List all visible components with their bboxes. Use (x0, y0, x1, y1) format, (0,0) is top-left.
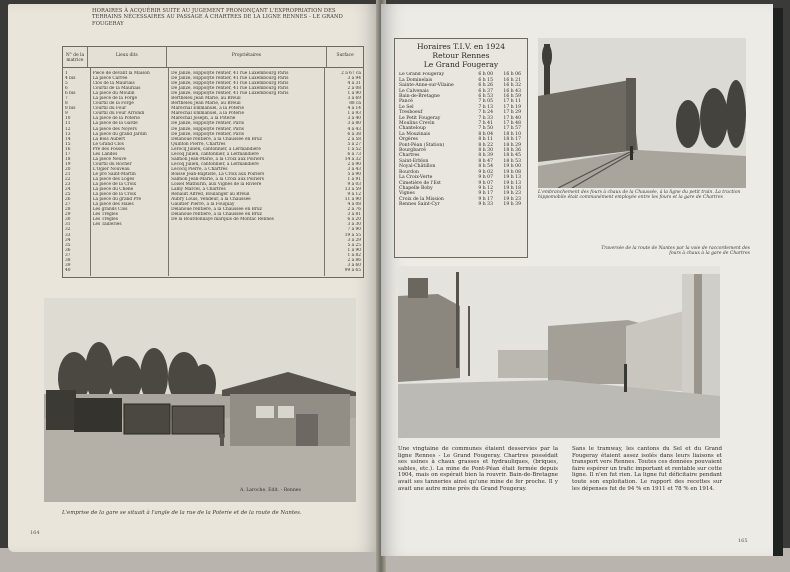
road-crossing-photo (398, 266, 720, 438)
table-cell-surface: 9 a 03 (347, 182, 361, 188)
table-cell-surface: 88 ca (349, 101, 361, 107)
timetable-time-morning: 7 h 05 (478, 99, 493, 105)
table-cell-lieu-dit (93, 268, 167, 273)
table-cell-lieu-dit: Les Tréglés (92, 217, 118, 223)
table-cell-surface: 5 a 90 (347, 171, 361, 177)
timetable-time-morning: 6 h 15 (478, 77, 493, 83)
table-cell-surface: 2 a 86 (347, 257, 361, 263)
table-cell-lieu-dit: La pièce de la Poterie (92, 116, 140, 122)
column-matrice (63, 68, 91, 276)
table-cell-lieu-dit: Les Tailleries (92, 222, 122, 228)
timetable-time-morning: 8 h 30 (478, 148, 493, 154)
table-cell-lieu-dit: La pièce du Chêne (92, 187, 134, 193)
table-cell-proprietaire: De la Bourdonnaye marquis de Montac Rennes (171, 217, 274, 223)
table-cell-surface: 3 a 81 (347, 212, 361, 218)
lime-kiln-caption: L'embranchement des fours à chaux de la Chaussée, à la ligne du petit train. La traction hippomobile était communément employée entre les fours et la gare de Chartres (538, 190, 741, 201)
table-cell-surface: 19 a 55 (344, 232, 361, 238)
timetable-time-evening: 16 h 21 (503, 77, 521, 83)
book-cover-edge (773, 8, 783, 556)
table-cell-proprietaire: Bertheleu Jean Marie, au Breuil (171, 101, 241, 107)
table-cell-proprietaire: Lecoq Julien, cantonnier, à Lermandière (171, 151, 259, 157)
table-cell-lieu-dit: La pièce de la Forge (92, 96, 138, 102)
timetable-time-evening: 17 h 40 (503, 115, 521, 121)
table-cell-matrice: 36 (65, 247, 71, 253)
table-cell-matrice: 6 bis (65, 91, 76, 97)
table-cell-proprietaire: Lecoq Julien, cantonnier, à Lermandière (171, 161, 259, 167)
table-cell-proprietaire: De Janzé, Hippolyte rentier, 41 rue Luxembourg Paris (171, 81, 289, 87)
table-cell-matrice: 7 (65, 96, 68, 102)
station-photo (44, 298, 356, 502)
table-cell-matrice: 24 (65, 187, 71, 193)
table-cell-proprietaire: Delanoue rentière, à la Chaussée en Bruz (171, 207, 262, 213)
timetable-stop: Le Grand Fougeray (399, 72, 445, 78)
table-cell-matrice: 11 (65, 121, 71, 127)
table-cell-lieu-dit: Les Landes (92, 151, 118, 157)
station-photo-caption: L'emprise de la gare se situait à l'angle de la rue de la Poterie et de la route de Nantes. (62, 510, 302, 516)
table-body (63, 68, 363, 276)
table-cell-matrice: 1 (65, 71, 68, 76)
timetable-time-morning: 8 h 04 (478, 131, 493, 137)
timetable-time-evening: 18 h 36 (503, 148, 521, 154)
timetable-stop: La Croix-Verte (399, 175, 433, 181)
table-header-row (63, 47, 363, 68)
timetable-time-evening: 18 h 45 (503, 153, 521, 159)
table-cell-lieu-dit: La pièce du Moulin (92, 91, 135, 97)
timetable-stop: Le Petit Fougeray (399, 115, 441, 121)
timetable-time-evening: 19 h 18 (503, 185, 521, 191)
timetable-stop: Bourgbarré (399, 148, 427, 154)
table-cell-surface: 1 a 82 (347, 252, 361, 258)
timetable-time-evening: 17 h 19 (503, 104, 521, 110)
timetable-time-morning: 9 h 07 (478, 180, 493, 186)
timetable-time-morning: 7 h 50 (478, 126, 493, 132)
table-cell-proprietaire: De Janzé, Hippolyte rentier, 41 rue Luxembourg Paris (171, 86, 289, 92)
timetable-stop: Moulins Crevin (399, 121, 435, 127)
table-cell-lieu-dit: La pièce Carrée (92, 76, 128, 82)
timetable-time-morning: 6 h 53 (478, 94, 493, 100)
timetable-stop: Bourdon (399, 169, 419, 175)
table-cell-surface: 4 a 14 (347, 106, 361, 112)
table-cell-lieu-dit: La pièce des Noyers (92, 126, 137, 132)
table-cell-matrice: 23 (65, 182, 71, 188)
table-cell-lieu-dit: Clos de la Mauriais (92, 81, 135, 87)
table-cell-surface: 3 a 94 (347, 76, 361, 82)
table-cell-proprietaire: De Janzé, Hippolyte rentier, Paris (171, 121, 244, 127)
table-cell-proprietaire: Salmon Jean-Marie, à la Croix aux Poiriers (171, 176, 264, 182)
station-photo-image (44, 298, 356, 502)
timetable-stop: Bain-de-Bretagne (399, 94, 440, 100)
table-cell-surface: 2 a 08 (347, 86, 361, 92)
timetable-morning-times (465, 72, 493, 207)
timetable-time-morning: 7 h 41 (478, 121, 493, 127)
timetable-time-morning: 8 h 22 (478, 142, 493, 148)
body-text-column-1: Une vingtaine de communes étaient desservies par la ligne Rennes - Le Grand Fougeray. Chartres possédait ses usines à chaux grasses et hydrauliques, (briques, sables, etc.). La mine de Pont-Péan était fermée depuis 1904, mais on espérait bien la rouvrir. Bain-de-Bretagne avait ses tanneries ainsi qu'une mine de fer proche. Il y avait une autre mine près du Grand Fougeray. (398, 446, 558, 492)
table-cell-matrice: 16 (65, 146, 71, 152)
timetable-time-evening: 16 h 59 (503, 94, 521, 100)
timetable-time-morning: 8 h 54 (478, 164, 493, 170)
road-crossing-caption: Traversée de la route de Nantes par la voie de raccordement des fours à chaux à la gare de Chartres (601, 246, 750, 257)
timetable-stop: Croix de la Mission (399, 196, 444, 202)
table-cell-surface: 5 a 25 (347, 242, 361, 248)
table-cell-proprietaire: De Janzé, Hippolyte rentier, Paris (171, 126, 244, 132)
timetable-time-evening: 19 h 23 (503, 196, 521, 202)
timetable-time-morning: 9 h 02 (478, 169, 493, 175)
table-cell-matrice: 21 (65, 171, 71, 177)
timetable-time-evening: 19 h 39 (503, 202, 521, 208)
table-cell-surface: 3 a 69 (347, 96, 361, 102)
timetable-time-evening: 16 h 06 (503, 72, 521, 78)
header-lieux-dits: Lieux dits (88, 47, 167, 67)
table-cell-proprietaire: Maréchal Emmanuel, à la Poterie (171, 106, 245, 112)
table-cell-matrice: 13 (65, 131, 71, 137)
timetable-stop: Pancé (399, 99, 413, 105)
table-heading: HORAIRES À ACQUÉRIR SUITE AU JUGEMENT PRONONÇANT L'EXPROPRIATION DES TERRAINS NÉCESSAIRES AU PASSAGE À CHARTRES DE LA LIGNE RENNES - LE GRAND FOUGERAY (92, 8, 343, 27)
table-cell-lieu-dit: Le pré Saint-Martin (92, 171, 136, 177)
table-cell-surface: 4 a 08 (347, 202, 361, 208)
timetable-stop: La Dominelais (399, 77, 433, 83)
table-cell-matrice: 8 bis (65, 106, 76, 112)
timetable-time-morning: 9 h 33 (478, 202, 493, 208)
timetable-time-morning: 9 h 07 (478, 175, 493, 181)
header-surface: Surface (336, 53, 354, 58)
table-cell-surface: 6 a 20 (347, 217, 361, 223)
timetable-time-evening: 17 h 29 (503, 110, 521, 116)
table-cell-matrice: 26 (65, 197, 71, 203)
table-cell-surface: 6 a 73 (347, 151, 361, 157)
table-cell-matrice: 33 (65, 232, 71, 238)
timetable-time-morning: 7 h 24 (478, 110, 493, 116)
table-cell-lieu-dit: La pièce de la Croix (92, 192, 137, 198)
column-proprietaires (169, 68, 325, 276)
table-cell-matrice: 8 (65, 101, 68, 107)
timetable-time-evening: 17 h 11 (503, 99, 521, 105)
timetable-time-morning: 7 h 33 (478, 115, 493, 121)
timetable-time-evening: 18 h 10 (503, 131, 521, 137)
table-cell-proprietaire: De Janzé, Hippolyte rentier, 41 rue Luxembourg Paris (171, 71, 289, 76)
page-number-right: 165 (738, 538, 748, 544)
table-cell-matrice: 38 (65, 257, 71, 263)
table-cell-matrice: 9 (65, 111, 68, 117)
timetable-stop: Vignes (399, 191, 415, 197)
table-cell-surface: 5 a 27 (347, 141, 361, 147)
table-cell-surface: 7 a 90 (347, 227, 361, 233)
table-cell-matrice: 22 (65, 176, 71, 182)
table-cell-proprietaire: Boisse Jean-Baptiste, La Croix aux Poiriers (171, 171, 265, 177)
timetable-stop: Tresboeuf (399, 110, 423, 116)
table-cell-surface: 4 a 31 (347, 81, 361, 87)
table-cell-proprietaire: Gaultier Pierre, à la Fouquay (171, 202, 235, 208)
timetable-title-line: Retour Rennes (432, 50, 490, 60)
table-cell-matrice: 29 (65, 212, 71, 218)
table-cell-matrice: 18 (65, 156, 71, 162)
timetable-stop: Sainte-Anne-sur-Vilaine (399, 83, 454, 89)
table-cell-lieu-dit: Courtil du Four (92, 106, 127, 112)
table-cell-surface: 1 a 90 (347, 91, 361, 97)
timetable-stop: Le Sel (399, 104, 414, 110)
table-cell-proprietaire: Lerocq Julien, cantonnier, à Lermandière (171, 146, 261, 152)
timetable-time-morning: 8 h 11 (478, 137, 493, 143)
table-cell-proprietaire: Bertheleu Jean Marie, au Breuil (171, 96, 241, 102)
table-cell-matrice: 6 (65, 86, 68, 92)
timetable-stop: Saint-Erblon (399, 158, 429, 164)
timetable-time-morning: 9 h 12 (478, 185, 493, 191)
table-cell-proprietaire (171, 268, 322, 273)
table-cell-lieu-dit: La pièce du grand Pré (92, 197, 142, 203)
table-cell-proprietaire: Loisel Mathurin, aux Vignes de la Rivière (171, 182, 262, 188)
table-cell-matrice: 17 (65, 151, 71, 157)
table-cell-matrice: 4 bis (65, 76, 76, 82)
photo-credit: A. Laroche, Edit. - Rennes (240, 488, 301, 493)
timetable-time-evening: 19 h 13 (503, 180, 521, 186)
table-cell-surface: 1 a 93 (347, 111, 361, 117)
timetable-stops (399, 72, 465, 207)
table-cell-matrice: 14 (65, 136, 71, 142)
timetable-time-morning: 6 h 00 (478, 72, 493, 78)
table-cell-matrice: 31 (65, 222, 71, 228)
table-cell-surface: 3 a 29 (347, 237, 361, 243)
timetable-time-evening: 18 h 29 (503, 142, 521, 148)
timetable-time-morning: 9 h 17 (478, 196, 493, 202)
timetable-time-evening: 19 h 00 (503, 164, 521, 170)
table-cell-matrice: 35 (65, 242, 71, 248)
column-surface (325, 68, 363, 276)
table-cell-matrice: 34 (65, 237, 71, 243)
table-cell-surface: 11 a 90 (344, 197, 361, 203)
lime-kiln-photo-image (538, 38, 746, 188)
table-cell-matrice: 10 (65, 116, 71, 122)
timetable-stop: Pont-Péan (Station) (399, 142, 445, 148)
timetable-time-evening: 19 h 13 (503, 175, 521, 181)
table-cell-surface: 3 a 80 (347, 121, 361, 127)
table-cell-lieu-dit: La pièce de la Croix (92, 182, 137, 188)
timetable-stop: Chanteloup (399, 126, 426, 132)
timetable-stop: La Mouzinais (399, 131, 431, 137)
table-cell-lieu-dit: Courtil du Rocher (92, 161, 132, 167)
table-cell-surface: 14 a 32 (344, 156, 361, 162)
table-cell-surface: 9 a 12 (347, 192, 361, 198)
table-cell-surface: 2 a 90 (347, 161, 361, 167)
table-cell-matrice: 28 (65, 207, 71, 213)
table-cell-lieu-dit: La pièce des Loges (92, 176, 135, 182)
table-cell-lieu-dit: La Bois Aubert (92, 136, 126, 142)
body-text-column-2: Sans le tramway, les cantons du Sel et du Grand Fougeray étaient assez isolés dans leurs liaisons et transport vers Rennes. Toutes ces données pouvaient faire espérer un trafic important et rentable sur cette ligne. Il n'en fut rien. La ligne fut déficitaire pendant toute son exploitation. Le rapport des recettes sur les dépenses fut de 94 % en 1911 et 78 % en 1914. (572, 446, 722, 492)
timetable-time-morning: 8 h 47 (478, 158, 493, 164)
table-cell-matrice: 40 (65, 267, 71, 273)
timetable-body (395, 72, 527, 207)
table-cell-proprietaire: De Janzé, Hippolyte rentier, 41 rue Luxembourg Paris (171, 76, 289, 82)
timetable-stop: Chartres (399, 153, 420, 159)
lime-kiln-photo (538, 38, 746, 188)
column-lieux-dits (91, 68, 170, 276)
table-cell-matrice: 27 (65, 202, 71, 208)
table-cell-lieu-dit: Courtil de la Mauriais (92, 86, 141, 92)
page-number-left: 164 (30, 530, 40, 536)
table-cell-lieu-dit: La pièce des Haies (92, 202, 134, 208)
table-cell-proprietaire: Salmon Jean-Marie, à la Croix aux Poiriers (171, 156, 264, 162)
expropriation-table (62, 46, 364, 278)
timetable-evening-times (493, 72, 521, 207)
timetable-time-evening: 18 h 17 (503, 137, 521, 143)
table-cell-matrice: 12 (65, 126, 71, 132)
timetable-time-evening: 18 h 53 (503, 158, 521, 164)
table-cell-lieu-dit: Pièce de devant la Maison (92, 71, 150, 76)
table-cell-lieu-dit: Courtil du Four Arrondi (92, 111, 145, 117)
timetable-title-line: Horaires T.I.V. en 1924 (416, 42, 506, 51)
table-cell-matrice: 25 (65, 192, 71, 198)
table-cell-proprietaire: Lamy Marcel, à Chartres (171, 187, 226, 193)
timetable-time-evening: 16 h 32 (503, 83, 521, 89)
table-cell-proprietaire: Delanoue rentière, à la Chaussée en Bruz (171, 136, 262, 142)
table-cell-surface: 4 a 43 (347, 126, 361, 132)
table-cell-surface: 3 a 30 (347, 222, 361, 228)
table-cell-surface: 1 a 90 (347, 247, 361, 253)
timetable-time-evening: 19 h 23 (503, 191, 521, 197)
road-crossing-photo-image (398, 266, 720, 438)
table-cell-lieu-dit: Courtil de la Forge (92, 101, 134, 107)
table-cell-surface: 3 a 40 (347, 116, 361, 122)
table-cell-proprietaire: Maréchal Joseph, à la Poterie (171, 116, 236, 122)
table-cell-matrice: 39 (65, 262, 71, 268)
table-cell-proprietaire: Renault Alfred, Boulanger au Breuil (171, 192, 250, 198)
table-cell-matrice: 37 (65, 252, 71, 258)
table-cell-proprietaire: Lecocq Pierre, à Chartres (171, 166, 228, 172)
timetable-time-morning: 8 h 39 (478, 153, 493, 159)
header-matrice: N° de la matrice (63, 47, 88, 67)
timetable-stop: Orgères (399, 137, 418, 143)
table-cell-proprietaire: De Janzé, Hippolyte rentier, Paris (171, 131, 244, 137)
table-cell-surface: 1 a 52 (347, 146, 361, 152)
table-cell-lieu-dit: Le Grand Clos (92, 141, 124, 147)
table-cell-proprietaire: Quinton Pierre, Chartres (171, 141, 226, 147)
table-cell-surface: 1 a 91 (347, 176, 361, 182)
table-cell-lieu-dit: La pièce du grand Jardin (92, 131, 147, 137)
table-cell-matrice: 20 (65, 166, 71, 172)
timetable-stop: Chapelle Boby (399, 185, 433, 191)
table-cell-lieu-dit: La pièce de la Garde (92, 121, 138, 127)
table-cell-surface: 2 a 67 ca (341, 71, 361, 76)
timetable-time-morning: 9 h 17 (478, 191, 493, 197)
timetable-stop: Le Calvenais (399, 88, 429, 94)
table-cell-lieu-dit: Les Tréglés (92, 212, 118, 218)
table-cell-proprietaire: Delanoue rentière, à la Chaussée en Bruz (171, 212, 262, 218)
timetable-time-evening: 16 h 43 (503, 88, 521, 94)
timetable-time-evening: 17 h 48 (503, 121, 521, 127)
table-cell-surface: 99 a 65 (344, 267, 361, 273)
timetable-stop: Rennes Saint-Cyr (399, 202, 440, 208)
table-cell-proprietaire: Aubry Louis, Vendeur, à la Chaussée (171, 197, 251, 203)
table-cell-matrice: 15 (65, 141, 71, 147)
table-cell-lieu-dit: La pièce Neuve (92, 156, 127, 162)
table-cell-proprietaire: De Janzé, Hippolyte rentier, 41 rue Luxembourg Paris (171, 91, 289, 97)
timetable-time-evening: 17 h 57 (503, 126, 521, 132)
table-cell-lieu-dit: Pré des Fosses (92, 146, 125, 152)
timetable-time-morning: 6 h 37 (478, 88, 493, 94)
table-cell-surface: 2 a 76 (347, 207, 361, 213)
timetable-time-morning: 7 h 13 (478, 104, 493, 110)
timetable-stop: Noyal-Châtillon (399, 164, 436, 170)
timetable-box (394, 38, 528, 258)
table-cell-surface: 6 a 38 (347, 131, 361, 137)
timetable-title-line: Le Grand Fougeray (423, 59, 499, 69)
table-cell-lieu-dit: Les grands Clos (92, 207, 128, 213)
table-cell-surface: 3 a 43 (347, 166, 361, 172)
table-cell-matrice: 32 (65, 227, 71, 233)
table-cell-surface: 2 a 58 (347, 136, 361, 142)
table-cell-matrice: 19 (65, 161, 71, 167)
timetable-stop: Cimetière de l'Est (399, 180, 441, 186)
table-cell-matrice: 5 (65, 81, 68, 87)
table-cell-surface: 3 a 60 (347, 262, 361, 268)
timetable-time-morning: 6 h 26 (478, 83, 493, 89)
timetable-title (395, 43, 527, 69)
header-proprietaires: Propriétaires (167, 47, 327, 67)
table-cell-proprietaire: Maréchal Emmanuel, à la Poterie (171, 111, 245, 117)
timetable-time-evening: 19 h 08 (503, 169, 521, 175)
table-cell-matrice: 30 (65, 217, 71, 223)
table-cell-surface: 13 a 59 (344, 187, 361, 193)
table-cell-lieu-dit: L'Ogier Nouveau (92, 166, 130, 172)
